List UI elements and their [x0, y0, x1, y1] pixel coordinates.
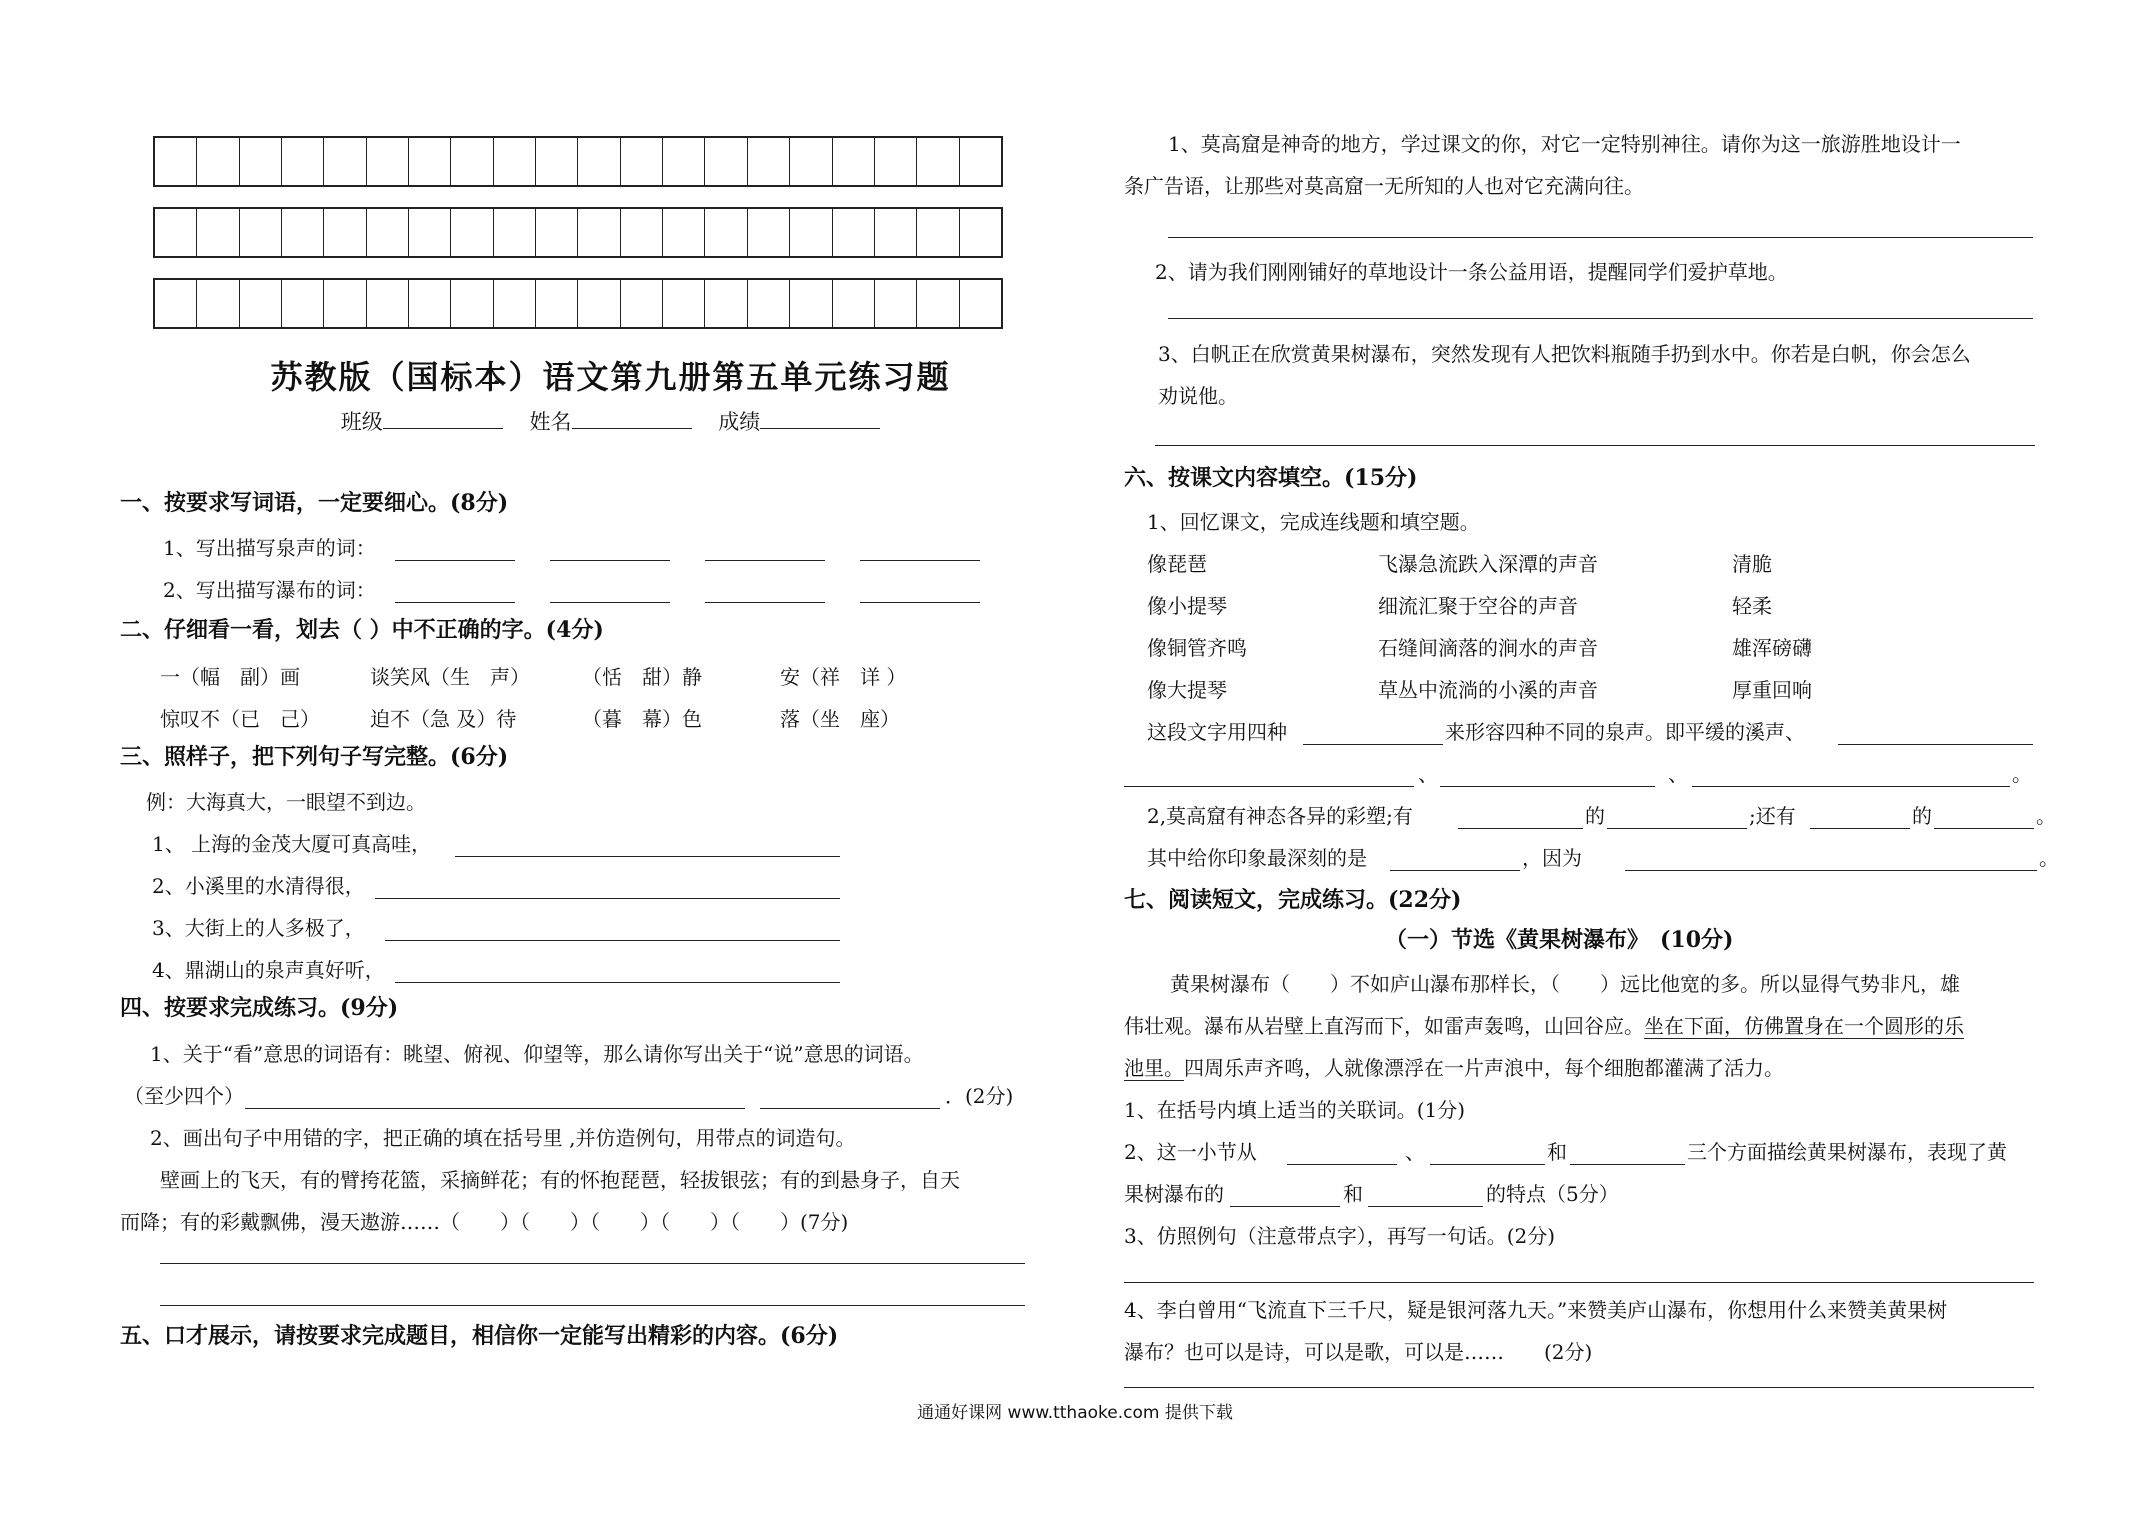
section-7-subheading: （一）节选《黄果树瀑布》 (10分): [1385, 927, 1734, 953]
name-blank[interactable]: [572, 406, 692, 429]
s4-passage-line-2: 而降；有的彩戴飘佛，漫天遨游……（ ）（ ）（ ）（ ）（ ）(7分): [120, 1210, 849, 1234]
s7-question-4-cont: 瀑布？也可以是诗，可以是歌，可以是…… (2分): [1124, 1340, 1593, 1364]
passage-line-2: 伟壮观。瀑布从岩壁上直泻而下，如雷声轰鸣，山回谷应。坐在下面，仿佛置身在一个圆形的乐: [1124, 1014, 1964, 1038]
s7-q2-and: 和: [1547, 1140, 1567, 1164]
s2-item[interactable]: （恬 甜）静: [582, 665, 702, 689]
answer-line[interactable]: [1430, 1164, 1545, 1165]
s6-fill-1: 这段文字用四种: [1147, 720, 1287, 744]
answer-line[interactable]: [385, 940, 840, 941]
s3-example: 例：大海真大，一眼望不到边。: [146, 790, 426, 814]
s6-fill-3c: 。: [2039, 846, 2059, 870]
match-left-item[interactable]: 像铜管齐鸣: [1147, 636, 1247, 660]
s6-sep: 、: [1668, 762, 1688, 786]
s6-fill-3b: ，因为: [1522, 846, 1582, 870]
footer-credit: 通通好课网 www.tthaoke.com 提供下载: [917, 1403, 1233, 1423]
passage-line-1: 黄果树瀑布（ ）不如庐山瀑布那样长，（ ）远比他宽的多。所以显得气势非凡，雄: [1170, 972, 1960, 996]
answer-line[interactable]: [860, 602, 980, 603]
answer-line[interactable]: [1124, 786, 1414, 787]
match-left-item[interactable]: 像小提琴: [1147, 594, 1227, 618]
s1-question-1: 1、写出描写泉声的词：: [163, 536, 376, 560]
s7-q2-sep: 、: [1405, 1140, 1425, 1164]
section-5-heading: 五、口才展示，请按要求完成题目，相信你一定能写出精彩的内容。(6分): [120, 1323, 839, 1349]
grid-row: [153, 136, 1003, 187]
r-question-3: 3、白帆正在欣赏黄果树瀑布，突然发现有人把饮料瓶随手扔到水中。你若是白帆，你会怎么: [1158, 342, 1971, 366]
passage-line-3: 池里。四周乐声齐鸣，人就像漂浮在一片声浪中，每个细胞都灌满了活力。: [1124, 1056, 1784, 1080]
r-question-3-cont: 劝说他。: [1158, 384, 1238, 408]
score-label: 成绩: [718, 410, 761, 434]
s7-q2-and2: 和: [1343, 1182, 1363, 1206]
answer-line[interactable]: [1570, 1164, 1685, 1165]
match-left-item[interactable]: 像琵琶: [1147, 552, 1207, 576]
s6-fill-3: 其中给你印象最深刻的是: [1147, 846, 1367, 870]
s2-item[interactable]: 惊叹不（已 己）: [160, 707, 320, 731]
s6-fill-2d: 的: [1912, 804, 1932, 828]
answer-line[interactable]: [1303, 744, 1443, 745]
answer-line[interactable]: [1287, 1164, 1397, 1165]
s4-question-2: 2、画出句子中用错的字，把正确的填在括号里 ,并仿造例句，用带点的词造句。: [150, 1126, 856, 1150]
r-question-1: 1、莫高窟是神奇的地方，学过课文的你，对它一定特别神往。请你为这一旅游胜地设计一: [1168, 132, 1961, 156]
underlined-sentence-end: 池里。: [1124, 1056, 1184, 1080]
s6-fill-2: 2,莫高窟有神态各异的彩塑;有: [1147, 804, 1413, 828]
grid-row: [153, 207, 1003, 258]
s4-passage-line-1: 壁画上的飞天，有的臂挎花篮，采摘鲜花；有的怀抱琵琶，轻拔银弦；有的到悬身子，自天: [160, 1168, 960, 1192]
answer-line[interactable]: [160, 1263, 1025, 1264]
s3-question-3: 3、大街上的人多极了，: [152, 916, 365, 940]
r-question-1-cont: 条广告语，让那些对莫高窟一无所知的人也对它充满向往。: [1124, 174, 1644, 198]
answer-line[interactable]: [550, 560, 670, 561]
match-left-item[interactable]: 像大提琴: [1147, 678, 1227, 702]
s2-item[interactable]: （暮 幕）色: [582, 707, 702, 731]
s2-item[interactable]: 安（祥 详 ）: [780, 665, 907, 689]
section-7-heading: 七、阅读短文，完成练习。(22分): [1124, 887, 1462, 913]
s7-q2-end: 的特点（5分）: [1486, 1182, 1619, 1206]
s4-question-1-cont: （至少四个）: [124, 1084, 244, 1108]
s6-fill-2e: 。: [2036, 804, 2056, 828]
s1-question-2: 2、写出描写瀑布的词：: [163, 578, 376, 602]
answer-line[interactable]: [1810, 828, 1910, 829]
answer-line[interactable]: [395, 560, 515, 561]
match-middle-item[interactable]: 石缝间滴落的涧水的声音: [1378, 636, 1598, 660]
answer-line[interactable]: [245, 1108, 745, 1109]
answer-line[interactable]: [705, 560, 825, 561]
class-label: 班级: [340, 410, 383, 434]
s6-sep: 、: [1418, 762, 1438, 786]
s2-item[interactable]: 落（坐 座）: [780, 707, 900, 731]
section-6-heading: 六、按课文内容填空。(15分): [1124, 465, 1418, 491]
score-blank[interactable]: [760, 406, 880, 429]
s6-fill-2b: 的: [1585, 804, 1605, 828]
match-right-item[interactable]: 雄浑磅礴: [1732, 636, 1812, 660]
s2-item[interactable]: 迫不（急 及）待: [370, 707, 517, 731]
match-right-item[interactable]: 厚重回响: [1732, 678, 1812, 702]
r-question-2: 2、请为我们刚刚铺好的草地设计一条公益用语，提醒同学们爱护草地。: [1155, 260, 1788, 284]
match-middle-item[interactable]: 草丛中流淌的小溪的声音: [1378, 678, 1598, 702]
answer-line[interactable]: [375, 898, 840, 899]
answer-line[interactable]: [1934, 828, 2034, 829]
answer-line[interactable]: [1168, 237, 2033, 238]
s6-end: 。: [2012, 762, 2032, 786]
answer-line[interactable]: [1390, 870, 1520, 871]
match-right-item[interactable]: 清脆: [1732, 552, 1772, 576]
s6-intro: 1、回忆课文，完成连线题和填空题。: [1147, 510, 1480, 534]
student-info: [153, 406, 1068, 436]
answer-line[interactable]: [1458, 828, 1583, 829]
section-3-heading: 三、照样子，把下列句子写完整。(6分): [120, 744, 509, 770]
s6-fill-2c: ;还有: [1749, 804, 1796, 828]
answer-line[interactable]: [860, 560, 980, 561]
answer-line[interactable]: [1625, 870, 2037, 871]
answer-line[interactable]: [1124, 1387, 2034, 1388]
answer-line[interactable]: [760, 1108, 940, 1109]
grid-row: [153, 278, 1003, 329]
s7-q2-cont: 三个方面描绘黄果树瀑布，表现了黄: [1687, 1140, 2007, 1164]
answer-line[interactable]: [1124, 1282, 2034, 1283]
answer-line[interactable]: [1440, 786, 1655, 787]
s7-question-2: 2、这一小节从: [1124, 1140, 1257, 1164]
answer-line[interactable]: [1692, 786, 2010, 787]
answer-line[interactable]: [395, 602, 515, 603]
writing-grid: [153, 136, 1003, 349]
section-1-heading: 一、按要求写词语，一定要细心。(8分): [120, 490, 509, 516]
s4-score-note: ．(2分): [945, 1084, 1014, 1108]
s7-q2-line2: 果树瀑布的: [1124, 1182, 1224, 1206]
s7-question-1: 1、在括号内填上适当的关联词。(1分): [1124, 1098, 1466, 1122]
answer-line[interactable]: [550, 602, 670, 603]
answer-line[interactable]: [455, 856, 840, 857]
answer-line[interactable]: [1155, 445, 2035, 446]
s2-item[interactable]: 谈笑风（生 声）: [370, 665, 530, 689]
s7-question-3: 3、仿照例句（注意带点字），再写一句话。(2分): [1124, 1224, 1556, 1248]
answer-line[interactable]: [1168, 318, 2033, 319]
answer-line[interactable]: [1838, 744, 2033, 745]
answer-line[interactable]: [705, 602, 825, 603]
answer-line[interactable]: [160, 1305, 1025, 1306]
match-right-item[interactable]: 轻柔: [1732, 594, 1772, 618]
s4-question-1: 1、关于“看”意思的词语有：眺望、俯视、仰望等，那么请你写出关于“说”意思的词语。: [150, 1042, 924, 1066]
s3-question-4: 4、鼎湖山的泉声真好听，: [152, 958, 385, 982]
s7-question-4: 4、李白曾用“飞流直下三千尺，疑是银河落九天。”来赞美庐山瀑布，你想用什么来赞美黄果树: [1124, 1298, 1948, 1322]
match-middle-item[interactable]: 飞瀑急流跌入深潭的声音: [1378, 552, 1598, 576]
s2-item[interactable]: 一（幅 副）画: [160, 665, 300, 689]
section-4-heading: 四、按要求完成练习。(9分): [120, 995, 399, 1021]
name-label: 姓名: [529, 410, 572, 434]
s6-fill-1b: 来形容四种不同的泉声。即平缓的溪声、: [1445, 720, 1805, 744]
answer-line[interactable]: [1368, 1206, 1483, 1207]
section-2-heading: 二、仔细看一看，划去（ ）中不正确的字。(4分): [120, 617, 604, 643]
class-blank[interactable]: [383, 406, 503, 429]
answer-line[interactable]: [1230, 1206, 1340, 1207]
s3-question-1: 1、 上海的金茂大厦可真高哇，: [152, 832, 432, 856]
answer-line[interactable]: [1607, 828, 1747, 829]
match-middle-item[interactable]: 细流汇聚于空谷的声音: [1378, 594, 1578, 618]
answer-line[interactable]: [395, 982, 840, 983]
underlined-sentence: 坐在下面，仿佛置身在一个圆形的乐: [1644, 1014, 1964, 1038]
page-title: 苏教版（国标本）语文第九册第五单元练习题: [270, 358, 951, 396]
s3-question-2: 2、小溪里的水清得很，: [152, 874, 365, 898]
